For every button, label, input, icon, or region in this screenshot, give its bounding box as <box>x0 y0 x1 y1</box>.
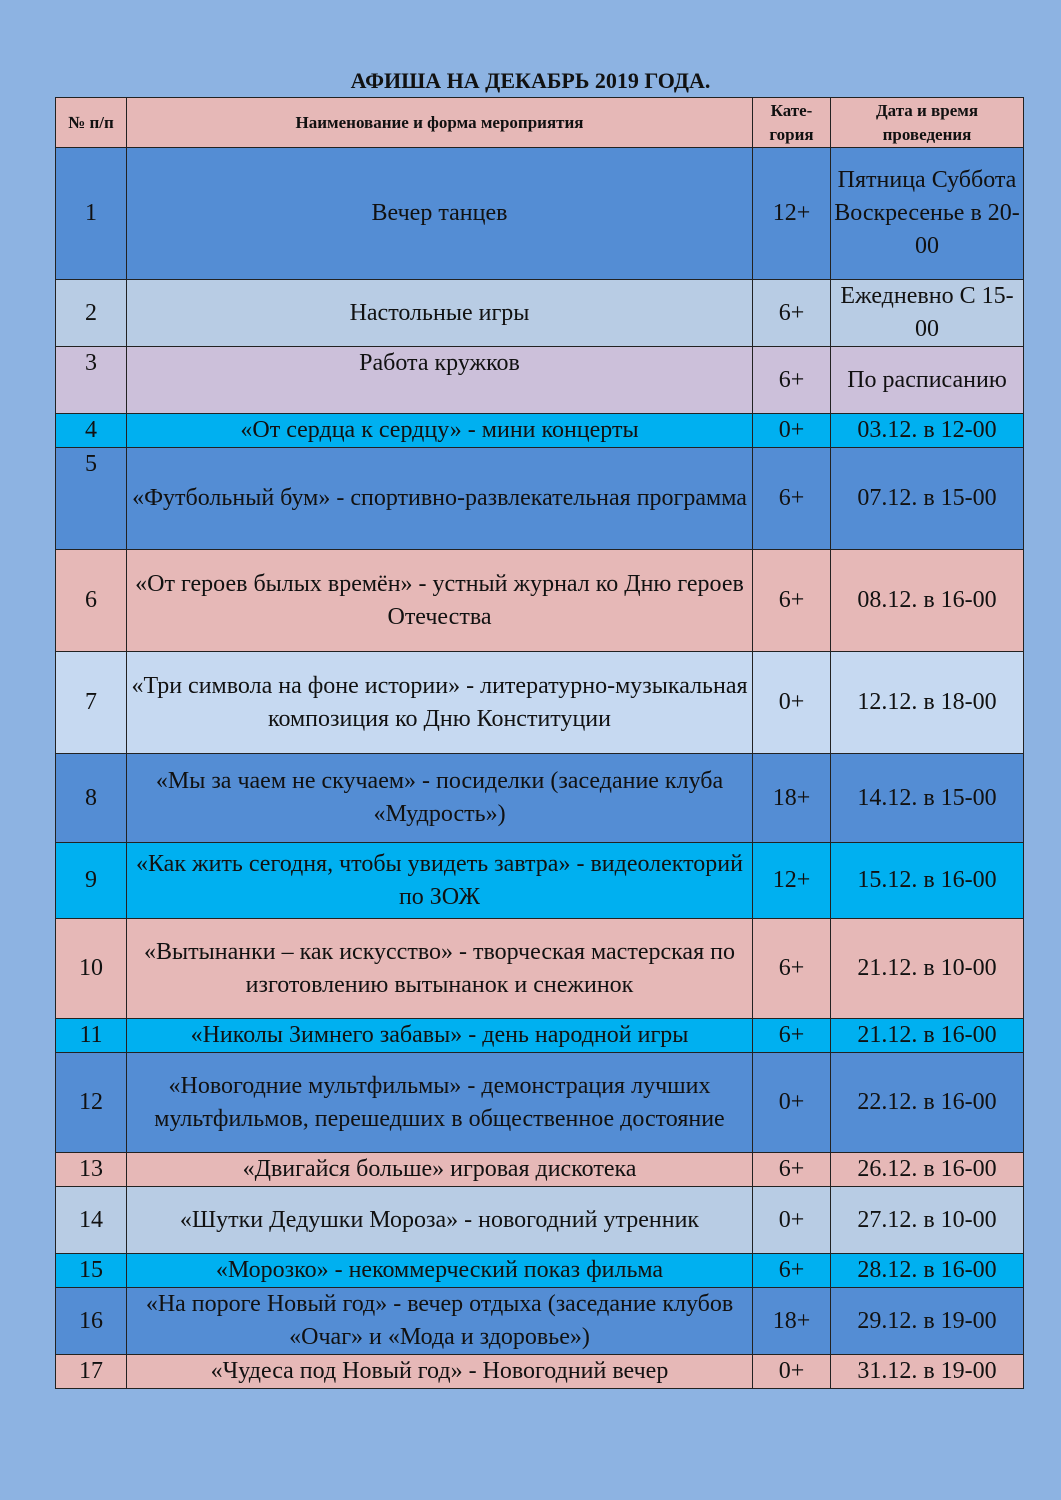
row-name: «Вытынанки – как искусство» - творческая мастерская по изготовлению вытынанок и снежинок <box>127 919 753 1019</box>
table-row <box>56 843 1024 919</box>
table-row <box>56 1019 1024 1053</box>
row-num: 4 <box>56 414 127 448</box>
row-name: «Чудеса под Новый год» - Новогодний вечер <box>127 1355 753 1389</box>
row-name: «На пороге Новый год» - вечер отдыха (заседание клубов «Очаг» и «Мода и здоровье») <box>127 1288 753 1355</box>
header-num: № п/п <box>56 98 127 148</box>
row-category: 0+ <box>753 1355 831 1389</box>
page-title: АФИША НА ДЕКАБРЬ 2019 ГОДА. <box>350 68 711 93</box>
row-num: 16 <box>56 1288 127 1355</box>
row-category: 6+ <box>753 347 831 414</box>
table-row <box>56 347 1024 414</box>
row-name: «Новогодние мультфильмы» - демонстрация лучших мультфильмов, перешедших в общественное достояние <box>127 1053 753 1153</box>
row-name: «Футбольный бум» - спортивно-развлекательная программа <box>127 448 753 550</box>
row-name: «Николы Зимнего забавы» - день народной игры <box>127 1019 753 1053</box>
row-num: 5 <box>56 448 127 550</box>
row-category: 0+ <box>753 414 831 448</box>
row-category: 18+ <box>753 754 831 843</box>
row-num: 6 <box>56 550 127 652</box>
table-row <box>56 1254 1024 1288</box>
row-name: «Как жить сегодня, чтобы увидеть завтра» - видеолекторий по ЗОЖ <box>127 843 753 919</box>
row-category: 6+ <box>753 1019 831 1053</box>
row-name: «Мы за чаем не скучаем» - посиделки (заседание клуба «Мудрость») <box>127 754 753 843</box>
table-header-row <box>56 98 1024 148</box>
row-category: 6+ <box>753 280 831 347</box>
table-row <box>56 919 1024 1019</box>
row-num: 14 <box>56 1187 127 1254</box>
row-date: По расписанию <box>831 347 1024 414</box>
row-date: 26.12. в 16-00 <box>831 1153 1024 1187</box>
table-row <box>56 1153 1024 1187</box>
row-category: 6+ <box>753 448 831 550</box>
row-date: 21.12. в 16-00 <box>831 1019 1024 1053</box>
row-num: 11 <box>56 1019 127 1053</box>
row-date: Ежедневно С 15-00 <box>831 280 1024 347</box>
row-num: 15 <box>56 1254 127 1288</box>
table-row <box>56 414 1024 448</box>
row-category: 12+ <box>753 843 831 919</box>
events-table <box>55 97 1024 1389</box>
row-name: Вечер танцев <box>127 148 753 280</box>
row-name: «Двигайся больше» игровая дискотека <box>127 1153 753 1187</box>
row-category: 6+ <box>753 1254 831 1288</box>
row-category: 12+ <box>753 148 831 280</box>
row-name: Настольные игры <box>127 280 753 347</box>
row-date: Пятница Суббота Воскресенье в 20-00 <box>831 148 1024 280</box>
row-date: 03.12. в 12-00 <box>831 414 1024 448</box>
header-date: Дата и время проведения <box>831 98 1024 148</box>
row-name: «От героев былых времён» - устный журнал ко Дню героев Отечества <box>127 550 753 652</box>
row-category: 0+ <box>753 652 831 754</box>
row-category: 0+ <box>753 1187 831 1254</box>
row-date: 31.12. в 19-00 <box>831 1355 1024 1389</box>
row-name: «Три символа на фоне истории» - литературно-музыкальная композиция ко Дню Конституции <box>127 652 753 754</box>
row-date: 08.12. в 16-00 <box>831 550 1024 652</box>
row-num: 3 <box>56 347 127 414</box>
table-row <box>56 280 1024 347</box>
table-row <box>56 1288 1024 1355</box>
row-num: 8 <box>56 754 127 843</box>
row-num: 13 <box>56 1153 127 1187</box>
row-date: 28.12. в 16-00 <box>831 1254 1024 1288</box>
row-date: 15.12. в 16-00 <box>831 843 1024 919</box>
row-num: 7 <box>56 652 127 754</box>
row-name: «Шутки Дедушки Мороза» - новогодний утренник <box>127 1187 753 1254</box>
row-date: 21.12. в 10-00 <box>831 919 1024 1019</box>
row-name: Работа кружков <box>127 347 753 414</box>
row-category: 6+ <box>753 1153 831 1187</box>
row-num: 9 <box>56 843 127 919</box>
row-date: 27.12. в 10-00 <box>831 1187 1024 1254</box>
row-date: 29.12. в 19-00 <box>831 1288 1024 1355</box>
table-row <box>56 1187 1024 1254</box>
row-num: 1 <box>56 148 127 280</box>
row-num: 10 <box>56 919 127 1019</box>
table-row <box>56 1053 1024 1153</box>
table-row <box>56 652 1024 754</box>
row-category: 6+ <box>753 550 831 652</box>
row-num: 12 <box>56 1053 127 1153</box>
row-num: 2 <box>56 280 127 347</box>
table-row <box>56 550 1024 652</box>
row-category: 6+ <box>753 919 831 1019</box>
row-date: 22.12. в 16-00 <box>831 1053 1024 1153</box>
table-row <box>56 754 1024 843</box>
row-category: 0+ <box>753 1053 831 1153</box>
row-date: 12.12. в 18-00 <box>831 652 1024 754</box>
table-row <box>56 1355 1024 1389</box>
row-name: «Морозко» - некоммерческий показ фильма <box>127 1254 753 1288</box>
header-name: Наименование и форма мероприятия <box>127 98 753 148</box>
header-category: Кате-гория <box>753 98 831 148</box>
row-category: 18+ <box>753 1288 831 1355</box>
row-num: 17 <box>56 1355 127 1389</box>
row-date: 07.12. в 15-00 <box>831 448 1024 550</box>
table-row <box>56 148 1024 280</box>
row-date: 14.12. в 15-00 <box>831 754 1024 843</box>
table-row <box>56 448 1024 550</box>
row-name: «От сердца к сердцу» - мини концерты <box>127 414 753 448</box>
